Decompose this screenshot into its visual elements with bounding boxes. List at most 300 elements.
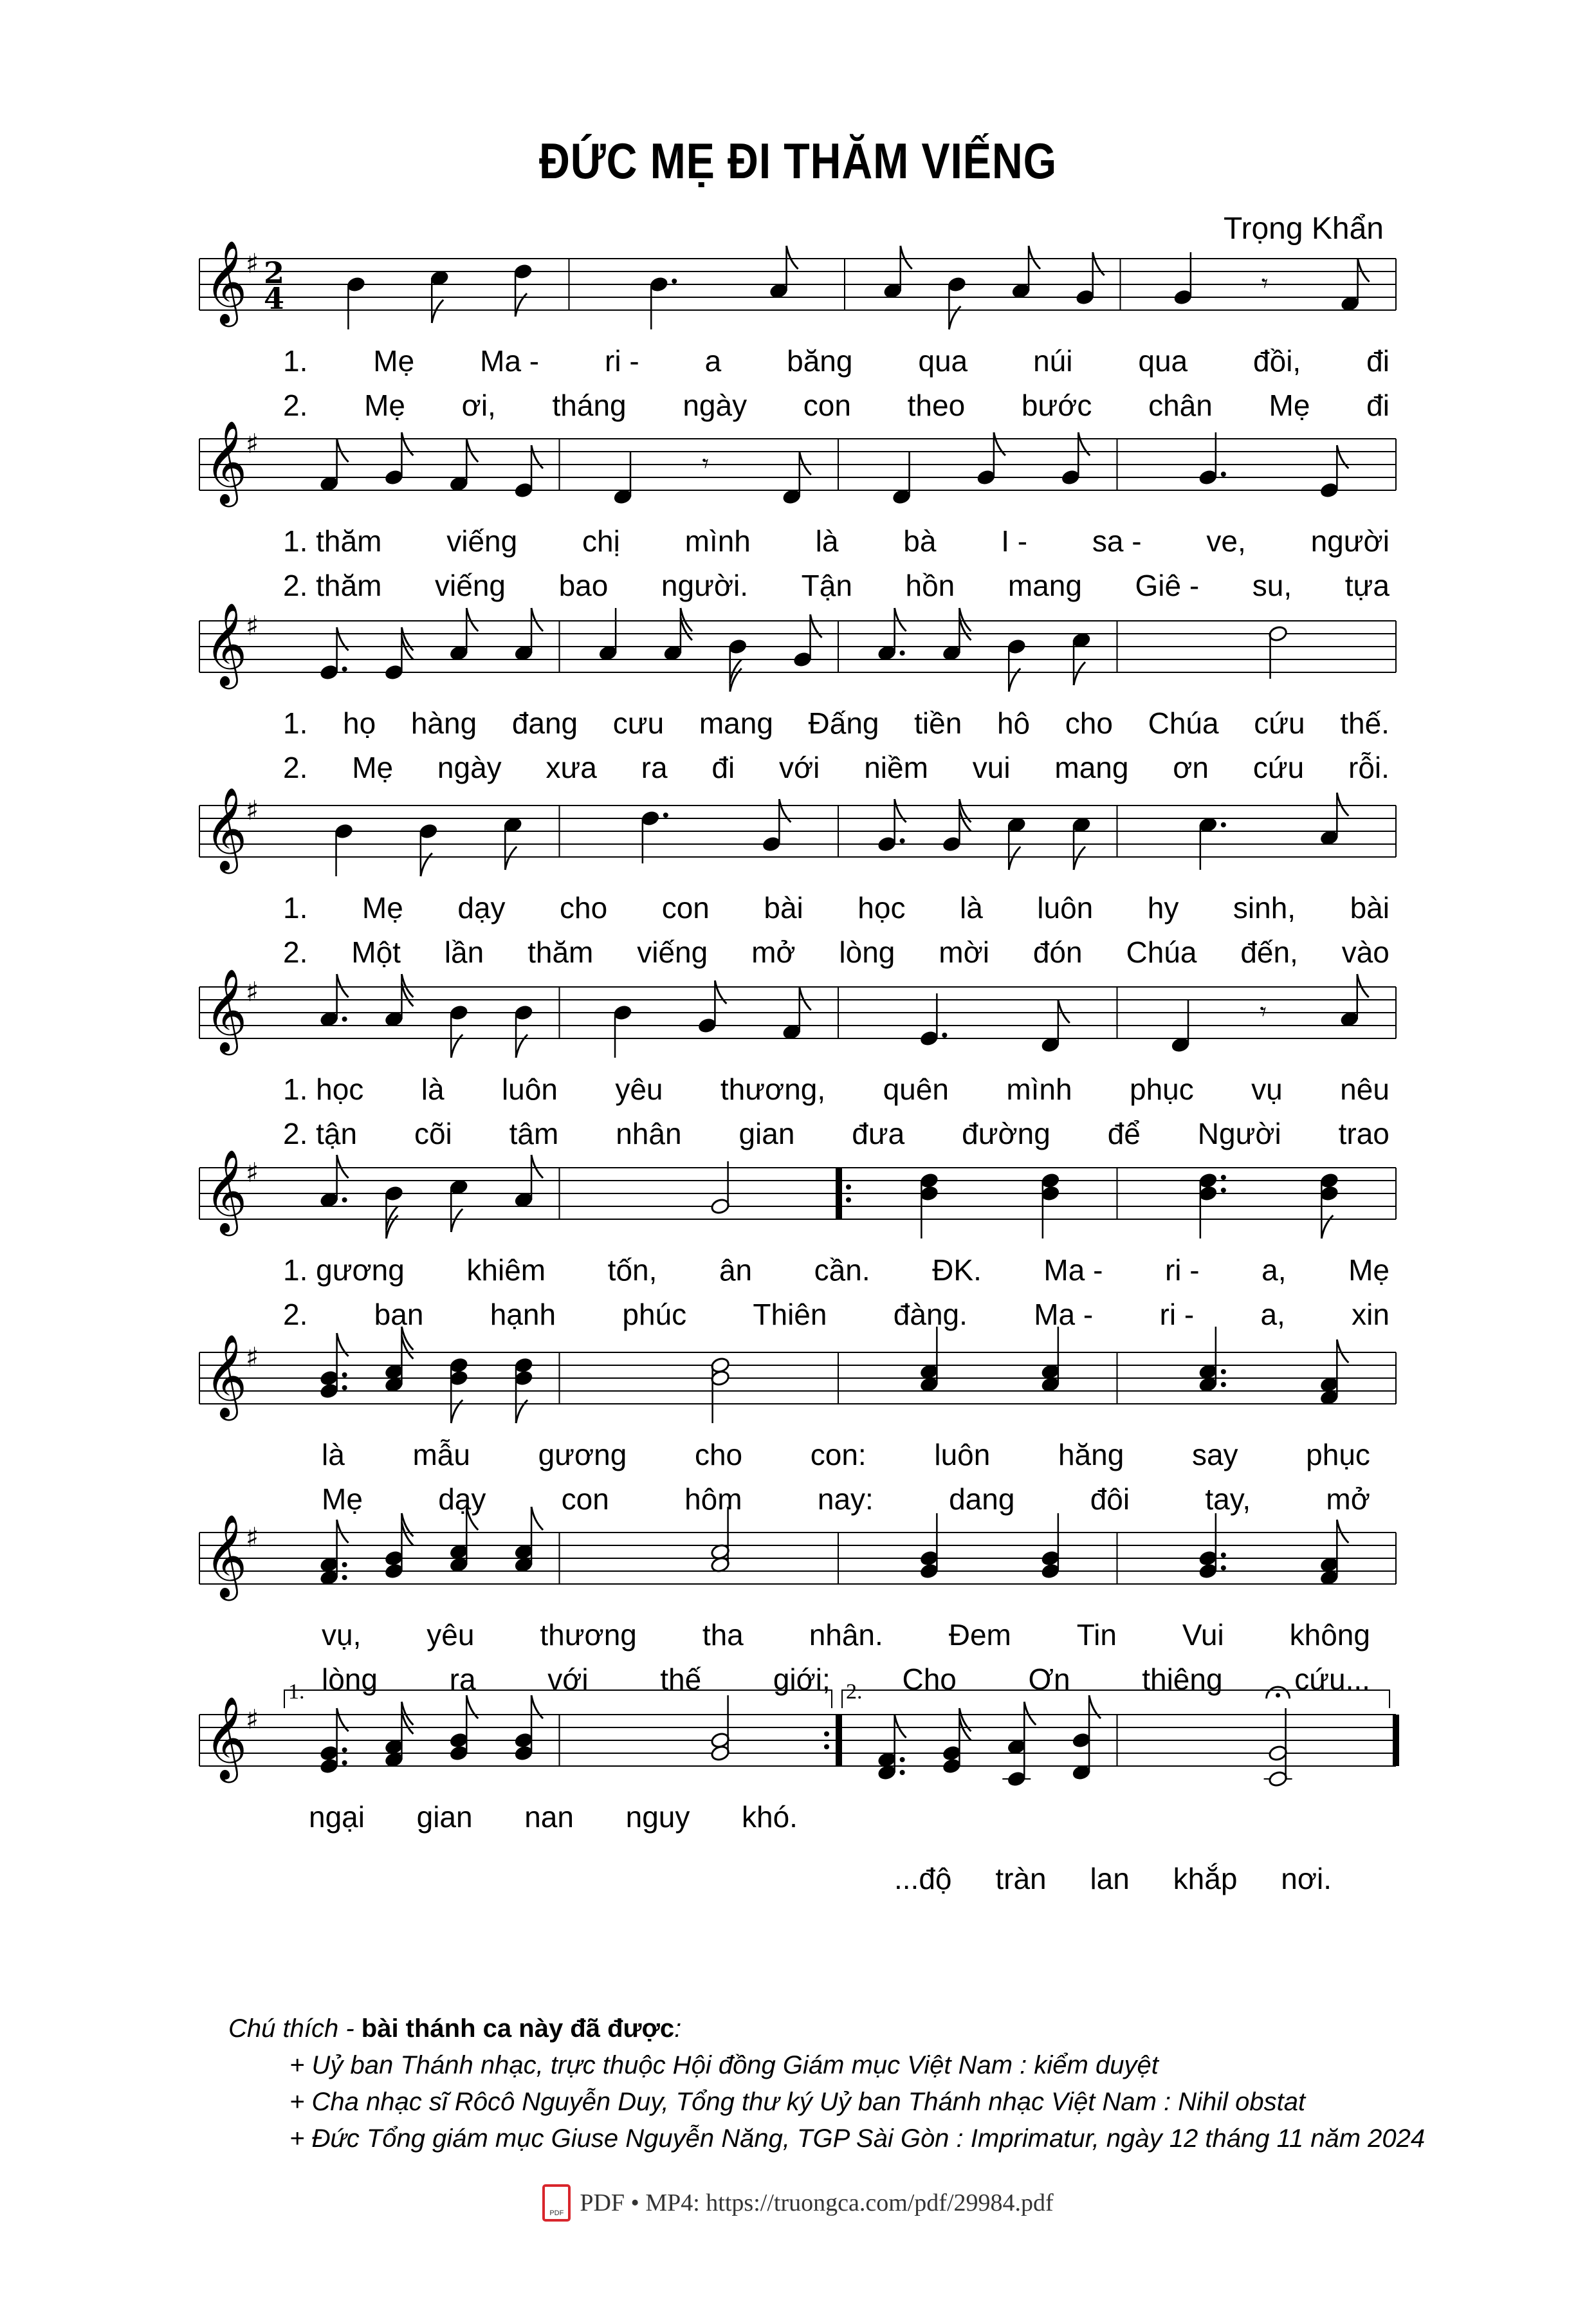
volta-label: 1. <box>288 1680 305 1704</box>
volta-bracket <box>284 1690 832 1708</box>
key-signature-sharp: ♯ <box>246 248 259 279</box>
staff <box>0 1676 1596 1805</box>
lyric-syllable: tháng <box>552 389 627 422</box>
lyric-syllable: băng <box>787 344 853 378</box>
lyric-syllable: phúc <box>622 1298 687 1331</box>
staff <box>0 1129 1596 1258</box>
lyric-syllable: hô <box>996 706 1031 740</box>
note-flag <box>959 608 971 631</box>
lyric-syllable: cưu <box>612 706 665 740</box>
lyric-syllable: ra <box>641 751 668 784</box>
staff <box>0 400 1596 529</box>
note-flag <box>337 974 349 997</box>
note-flag <box>1337 1340 1348 1363</box>
lyric-syllable: quên <box>883 1073 949 1106</box>
lyric-syllable: Mẹ <box>352 751 394 784</box>
lyric-syllable: Chúa <box>1148 706 1219 740</box>
lyric-syllable: Chúa <box>1126 935 1197 969</box>
lyric-syllable: núi <box>1033 344 1073 378</box>
lyric-syllable: trao <box>1338 1117 1390 1150</box>
dot <box>342 1372 347 1377</box>
lyric-syllable: họ <box>343 706 376 740</box>
lyric-syllable: nêu <box>1340 1073 1390 1106</box>
lyric-syllable: hy <box>1147 891 1179 925</box>
lyric-syllable: Đem <box>948 1618 1011 1652</box>
note-flag <box>531 1507 543 1530</box>
lyric-syllable: thế <box>660 1662 702 1696</box>
time-signature-top: 2 <box>264 255 285 290</box>
lyric-syllable: ngày <box>437 751 502 784</box>
lyric-syllable: đến, <box>1240 935 1298 969</box>
lyric-line-verse-1 <box>322 1440 1370 1469</box>
lyric-syllable: I - <box>1001 524 1028 558</box>
lyric-syllable: nay: <box>817 1482 874 1516</box>
lyric-syllable: đi <box>1366 389 1390 422</box>
treble-clef-icon: 𝄞 <box>205 1334 248 1417</box>
lyric-syllable: cứu... <box>1294 1662 1370 1696</box>
dot <box>342 667 347 672</box>
lyric-syllable: 2. <box>283 751 308 784</box>
lyric-syllable: ngại <box>309 1800 365 1834</box>
lyric-syllable: tràn <box>995 1862 1047 1895</box>
lyric-syllable: 1. học <box>283 1073 364 1106</box>
lyric-syllable: rỗi. <box>1348 751 1390 784</box>
repeat-dot <box>846 1197 851 1202</box>
lyric-syllable: Ma - <box>1043 1253 1103 1287</box>
lyric-syllable: 2. tận <box>283 1117 358 1150</box>
lyric-syllable: nhân. <box>809 1618 883 1652</box>
treble-clef-icon: 𝄞 <box>205 968 248 1052</box>
lyric-syllable: thương <box>540 1618 637 1652</box>
lyric-syllable: phục <box>1130 1073 1194 1106</box>
lyric-syllable: mang <box>699 706 773 740</box>
lyric-syllable: đang <box>511 706 578 740</box>
lyric-syllable: chị <box>582 524 620 558</box>
lyric-syllable: mở <box>751 935 796 969</box>
dot <box>672 279 677 284</box>
lyric-syllable: chân <box>1148 389 1213 422</box>
key-signature-sharp: ♯ <box>246 795 259 826</box>
lyric-syllable: Thiên <box>753 1298 827 1331</box>
lyric-syllable: Ma - <box>1034 1298 1094 1331</box>
lyric-syllable: con <box>661 891 710 925</box>
lyric-syllable: Mẹ <box>1348 1253 1390 1287</box>
lyric-syllable: mang <box>1054 751 1129 784</box>
eighth-rest: 𝄾 <box>1260 997 1267 1027</box>
lyric-syllable: khắp <box>1173 1862 1238 1895</box>
lyric-syllable: Mẹ <box>373 344 415 378</box>
lyric-syllable: tha <box>702 1618 744 1652</box>
lyric-syllable: ri - <box>1164 1253 1200 1287</box>
note-flag <box>337 1520 349 1543</box>
lyric-syllable: ban <box>374 1298 424 1331</box>
dot <box>342 1562 347 1567</box>
lyric-syllable: qua <box>1138 344 1188 378</box>
key-signature-sharp: ♯ <box>246 1522 259 1553</box>
eighth-rest: 𝄾 <box>702 449 710 479</box>
lyric-syllable: con <box>561 1482 609 1516</box>
lyric-syllable: Một <box>351 935 401 969</box>
lyric-syllable: tốn, <box>607 1253 657 1287</box>
dot <box>1221 472 1226 477</box>
lyric-syllable: lần <box>444 935 484 969</box>
lyric-syllable: Mẹ <box>1269 389 1310 422</box>
lyric-syllable: Cho <box>902 1662 957 1696</box>
treble-clef-icon: 𝄞 <box>205 787 248 870</box>
lyric-syllable: Tận <box>801 569 852 602</box>
dot <box>342 1575 347 1580</box>
lyric-syllable: luôn <box>934 1438 991 1471</box>
lyric-syllable: vụ, <box>322 1618 362 1652</box>
lyric-syllable: bài <box>1350 891 1390 925</box>
lyric-syllable: dạy <box>438 1482 486 1516</box>
note-flag <box>401 974 413 997</box>
repeat-dot <box>824 1731 829 1736</box>
lyric-syllable: vui <box>972 751 1011 784</box>
note-flag <box>1058 1000 1070 1023</box>
volta-label: 2. <box>846 1680 863 1704</box>
lyric-line-verse-1 <box>283 893 1390 923</box>
dot <box>1221 1552 1226 1558</box>
eighth-rest: 𝄾 <box>1261 269 1269 299</box>
lyric-syllable: su, <box>1252 569 1292 602</box>
repeat-end-bar <box>836 1715 842 1766</box>
lyric-syllable: đôi <box>1090 1482 1130 1516</box>
lyric-syllable: a <box>704 344 722 378</box>
lyric-syllable: bao <box>558 569 609 602</box>
lyric-syllable: 2. <box>283 1298 308 1331</box>
lyric-syllable: 2. <box>283 389 308 422</box>
dot <box>1221 1565 1226 1570</box>
note-flag <box>681 608 692 631</box>
lyric-syllable: đón <box>1032 935 1083 969</box>
lyric-syllable: ngày <box>683 389 748 422</box>
repeat-start-bar <box>836 1168 842 1219</box>
lyric-syllable: Tin <box>1076 1618 1117 1652</box>
lyric-syllable: sinh, <box>1233 891 1296 925</box>
repeat-dot <box>824 1744 829 1749</box>
lyric-syllable: không <box>1289 1618 1370 1652</box>
lyric-syllable: dạy <box>457 891 506 925</box>
lyric-syllable: đi <box>1366 344 1390 378</box>
lyric-syllable: con <box>803 389 851 422</box>
key-signature-sharp: ♯ <box>246 1157 259 1188</box>
lyric-syllable: vụ <box>1251 1073 1283 1106</box>
dot <box>900 650 905 656</box>
lyric-line-verse-1 <box>283 708 1390 738</box>
lyric-syllable: viếng <box>637 935 708 969</box>
footer-link[interactable]: PDF • MP4: https://truongca.com/pdf/29984.pdf <box>580 2189 1054 2216</box>
note-flag <box>1074 847 1085 870</box>
lyric-syllable: 2. <box>283 935 308 969</box>
dot <box>1221 1175 1226 1180</box>
repeat-dot <box>846 1184 851 1190</box>
lyric-syllable: đồi, <box>1253 344 1301 378</box>
lyric-syllable: nguy <box>625 1800 690 1834</box>
note-flag <box>800 987 811 1010</box>
lyric-syllable: a, <box>1260 1298 1285 1331</box>
note-flag <box>466 1507 478 1530</box>
lyric-syllable: ơi, <box>461 389 496 422</box>
staff <box>0 767 1596 896</box>
lyric-syllable: là <box>959 891 983 925</box>
note-flag <box>895 1715 906 1738</box>
lyric-syllable: theo <box>907 389 966 422</box>
key-signature-sharp: ♯ <box>246 976 259 1008</box>
lyric-syllable: xưa <box>546 751 597 784</box>
lyric-syllable: khiêm <box>466 1253 546 1287</box>
fermata-dot <box>1276 1693 1280 1698</box>
lyric-syllable: gian <box>738 1117 795 1150</box>
lyric-line-verse-1 <box>283 1074 1390 1104</box>
lyric-syllable: để <box>1107 1117 1141 1150</box>
lyric-syllable: thiêng <box>1142 1662 1223 1696</box>
lyric-syllable: nơi. <box>1281 1862 1332 1895</box>
lyric-syllable: dang <box>949 1482 1015 1516</box>
lyric-syllable: hăng <box>1058 1438 1124 1471</box>
treble-clef-icon: 𝄞 <box>205 420 248 504</box>
note-flag <box>401 1327 413 1350</box>
dot <box>342 1017 347 1022</box>
lyric-syllable: gian <box>416 1800 473 1834</box>
volta-bracket <box>842 1690 1390 1708</box>
lyric-syllable: cứu <box>1252 751 1305 784</box>
dot <box>342 1760 347 1765</box>
lyric-syllable: cho <box>694 1438 743 1471</box>
lyric-syllable: vào <box>1341 935 1390 969</box>
lyric-syllable: người. <box>661 569 749 602</box>
note-item: + Cha nhạc sĩ Rôcô Nguyễn Duy, Tổng thư ký Uỷ ban Thánh nhạc Việt Nam : Nihil obstat <box>289 2088 1306 2116</box>
lyric-syllable: Đấng <box>808 706 879 740</box>
lyric-syllable: luôn <box>501 1073 558 1106</box>
notes-heading: bài thánh ca này đã được <box>361 2014 675 2043</box>
note-flag <box>432 300 443 323</box>
note-flag <box>1009 847 1020 870</box>
lyric-syllable: viếng <box>435 569 506 602</box>
footer <box>0 2184 1596 2222</box>
lyric-syllable: mình <box>684 524 751 558</box>
note-flag <box>337 439 349 462</box>
key-signature-sharp: ♯ <box>246 1341 259 1373</box>
lyric-syllable: là <box>322 1438 345 1471</box>
lyric-syllable: viếng <box>446 524 518 558</box>
lyric-syllable: 1. <box>283 344 308 378</box>
lyric-syllable: nhân <box>616 1117 682 1150</box>
lyric-line-verse-2 <box>894 1864 1332 1893</box>
lyric-syllable: tâm <box>509 1117 559 1150</box>
key-signature-sharp: ♯ <box>246 1704 259 1735</box>
lyric-syllable: học <box>858 891 906 925</box>
lyric-syllable: hồn <box>905 569 955 602</box>
note-flag <box>1024 1702 1036 1725</box>
lyric-syllable: Vui <box>1182 1618 1224 1652</box>
treble-clef-icon: 𝄞 <box>205 1696 248 1780</box>
lyric-syllable: lan <box>1090 1862 1130 1895</box>
treble-clef-icon: 𝄞 <box>205 1514 248 1597</box>
note-flag <box>531 1155 543 1178</box>
lyric-syllable: 1. <box>283 706 308 740</box>
lyric-syllable: say <box>1191 1438 1238 1471</box>
lyric-syllable: Mẹ <box>364 389 405 422</box>
note-flag <box>901 246 912 269</box>
note-flag <box>895 608 906 631</box>
note-flag <box>1358 259 1370 282</box>
lyric-syllable: luôn <box>1037 891 1094 925</box>
lyric-syllable: là <box>421 1073 445 1106</box>
lyric-syllable: Mẹ <box>362 891 403 925</box>
lyric-syllable: cõi <box>414 1117 452 1150</box>
lyric-syllable: thế. <box>1340 706 1390 740</box>
note-item: + Đức Tổng giám mục Giuse Nguyễn Năng, TGP Sài Gòn : Imprimatur, ngày 12 tháng 11 năm 2024 <box>289 2124 1426 2153</box>
lyric-syllable: tiền <box>914 706 962 740</box>
lyric-syllable: lòng <box>322 1662 378 1696</box>
lyric-syllable: 1. <box>283 891 308 925</box>
lyric-syllable: cho <box>560 891 608 925</box>
dot <box>342 1385 347 1390</box>
key-signature-sharp: ♯ <box>246 610 259 641</box>
lyric-syllable: thăm <box>527 935 594 969</box>
lyric-syllable: yêu <box>427 1618 475 1652</box>
dot <box>1221 1369 1226 1374</box>
key-signature-sharp: ♯ <box>246 428 259 459</box>
lyric-syllable: qua <box>918 344 968 378</box>
lyric-syllable: cho <box>1065 706 1113 740</box>
lyric-syllable: tựa <box>1344 569 1390 602</box>
time-signature-bottom: 4 <box>264 281 285 316</box>
note-flag <box>505 847 517 870</box>
song-title: ĐỨC MẸ ĐI THĂM VIẾNG <box>538 133 1058 189</box>
staff-system <box>0 1680 1596 1908</box>
lyric-syllable: giới; <box>773 1662 830 1696</box>
dot <box>663 813 668 818</box>
lyric-syllable: xin <box>1352 1298 1390 1331</box>
lyric-syllable: cần. <box>814 1253 870 1287</box>
treble-clef-icon: 𝄞 <box>205 602 248 686</box>
lyric-syllable: mời <box>939 935 989 969</box>
lyric-syllable: cứu <box>1254 706 1305 740</box>
lyric-syllable: con: <box>810 1438 867 1471</box>
lyric-syllable: Ma - <box>480 344 540 378</box>
treble-clef-icon: 𝄞 <box>205 240 248 324</box>
staff <box>0 1494 1596 1623</box>
lyric-syllable: là <box>815 524 839 558</box>
lyric-syllable: đường <box>962 1117 1050 1150</box>
lyric-syllable: 1. thăm <box>283 524 382 558</box>
lyric-line-verse-1 <box>309 1802 798 1832</box>
lyric-syllable: với <box>547 1662 589 1696</box>
lyric-syllable: mình <box>1006 1073 1072 1106</box>
note-flag <box>787 246 798 269</box>
lyric-syllable: Mẹ <box>322 1482 363 1516</box>
lyric-syllable: 1. gương <box>283 1253 405 1287</box>
lyric-syllable: hôm <box>684 1482 742 1516</box>
note-flag <box>1337 793 1348 816</box>
dot <box>1221 1382 1226 1387</box>
note-flag <box>451 1209 463 1232</box>
lyric-syllable: ra <box>449 1662 476 1696</box>
dot <box>1221 822 1226 827</box>
lyric-syllable: với <box>779 751 820 784</box>
lyric-syllable: đưa <box>852 1117 905 1150</box>
lyric-syllable: lòng <box>839 935 895 969</box>
note-item: + Uỷ ban Thánh nhạc, trực thuộc Hội đồng Giám mục Việt Nam : kiểm duyệt <box>289 2051 1159 2079</box>
lyric-syllable: mẫu <box>412 1438 470 1471</box>
lyric-line-verse-1 <box>283 526 1390 556</box>
lyric-syllable: người <box>1310 524 1390 558</box>
lyric-syllable: ...độ <box>894 1862 952 1895</box>
lyric-syllable: mở <box>1326 1482 1370 1516</box>
pdf-icon[interactable]: PDF <box>542 2184 571 2222</box>
lyric-syllable: gương <box>538 1438 627 1471</box>
lyric-syllable: đàng. <box>893 1298 968 1331</box>
note-flag <box>1029 246 1040 269</box>
note-flag <box>1357 974 1369 997</box>
dot <box>900 1770 905 1775</box>
lyric-syllable: ri - <box>605 344 639 378</box>
lyric-syllable: nan <box>524 1800 574 1834</box>
lyric-syllable: ân <box>719 1253 753 1287</box>
lyric-syllable: Ơn <box>1028 1662 1070 1696</box>
lyric-syllable: mang <box>1007 569 1082 602</box>
note-flag <box>531 608 543 631</box>
lyric-syllable: bà <box>903 524 937 558</box>
staff <box>0 582 1596 711</box>
lyric-syllable: ve, <box>1206 524 1246 558</box>
lyric-syllable: yêu <box>615 1073 663 1106</box>
note-flag <box>466 439 478 462</box>
dot <box>900 1757 905 1762</box>
dot <box>900 838 905 843</box>
lyric-syllable: Giê - <box>1135 569 1200 602</box>
approval-notes: Chú thích - bài thánh ca này đã được: + Uỷ ban Thánh nhạc, trực thuộc Hội đồng Giám mục Việt Nam : kiểm duyệt + Cha nhạc sĩ Rôcô Nguyễn Duy, Tổng thư ký Uỷ ban Thánh nhạc Việt Nam : Nihil obstat + Đức Tổng giám mục Giuse Nguyễn Năng, TGP Sài Gòn : Imprimatur, ngày 12 tháng 11 năm 2024 <box>228 2011 1425 2157</box>
note-flag <box>1337 1520 1348 1543</box>
note-flag <box>401 1702 413 1725</box>
lyric-syllable: a, <box>1261 1253 1287 1287</box>
lyric-syllable: niềm <box>864 751 928 784</box>
staff <box>0 1314 1596 1442</box>
note-flag <box>337 1155 349 1178</box>
lyric-syllable: bài <box>764 891 803 925</box>
dot <box>942 1033 947 1038</box>
lyric-line-verse-1 <box>283 1255 1390 1285</box>
lyric-syllable: 2. thăm <box>283 569 382 602</box>
lyric-syllable: sa - <box>1092 524 1142 558</box>
lyric-syllable: phục <box>1306 1438 1370 1471</box>
note-flag <box>800 452 811 475</box>
lyric-syllable: ri - <box>1159 1298 1195 1331</box>
lyric-syllable: ĐK. <box>932 1253 982 1287</box>
lyric-syllable: hạnh <box>490 1298 556 1331</box>
dot <box>342 1197 347 1202</box>
dot <box>1221 1188 1226 1193</box>
note-flag <box>1074 662 1085 685</box>
lyric-syllable: ơn <box>1173 751 1209 784</box>
note-flag <box>466 608 478 631</box>
dot <box>342 1747 347 1753</box>
lyric-syllable: bước <box>1021 389 1092 422</box>
composer: Trọng Khẩn <box>1223 212 1384 246</box>
lyric-line-verse-1 <box>322 1620 1370 1650</box>
staff <box>0 220 1596 349</box>
notes-label: Chú thích <box>228 2014 339 2043</box>
lyric-syllable: tay, <box>1205 1482 1251 1516</box>
lyric-syllable: hàng <box>410 706 477 740</box>
staff <box>0 948 1596 1077</box>
lyric-line-verse-1 <box>283 346 1390 376</box>
lyric-syllable: đi <box>711 751 735 784</box>
lyric-syllable: khó. <box>742 1800 798 1834</box>
treble-clef-icon: 𝄞 <box>205 1149 248 1233</box>
